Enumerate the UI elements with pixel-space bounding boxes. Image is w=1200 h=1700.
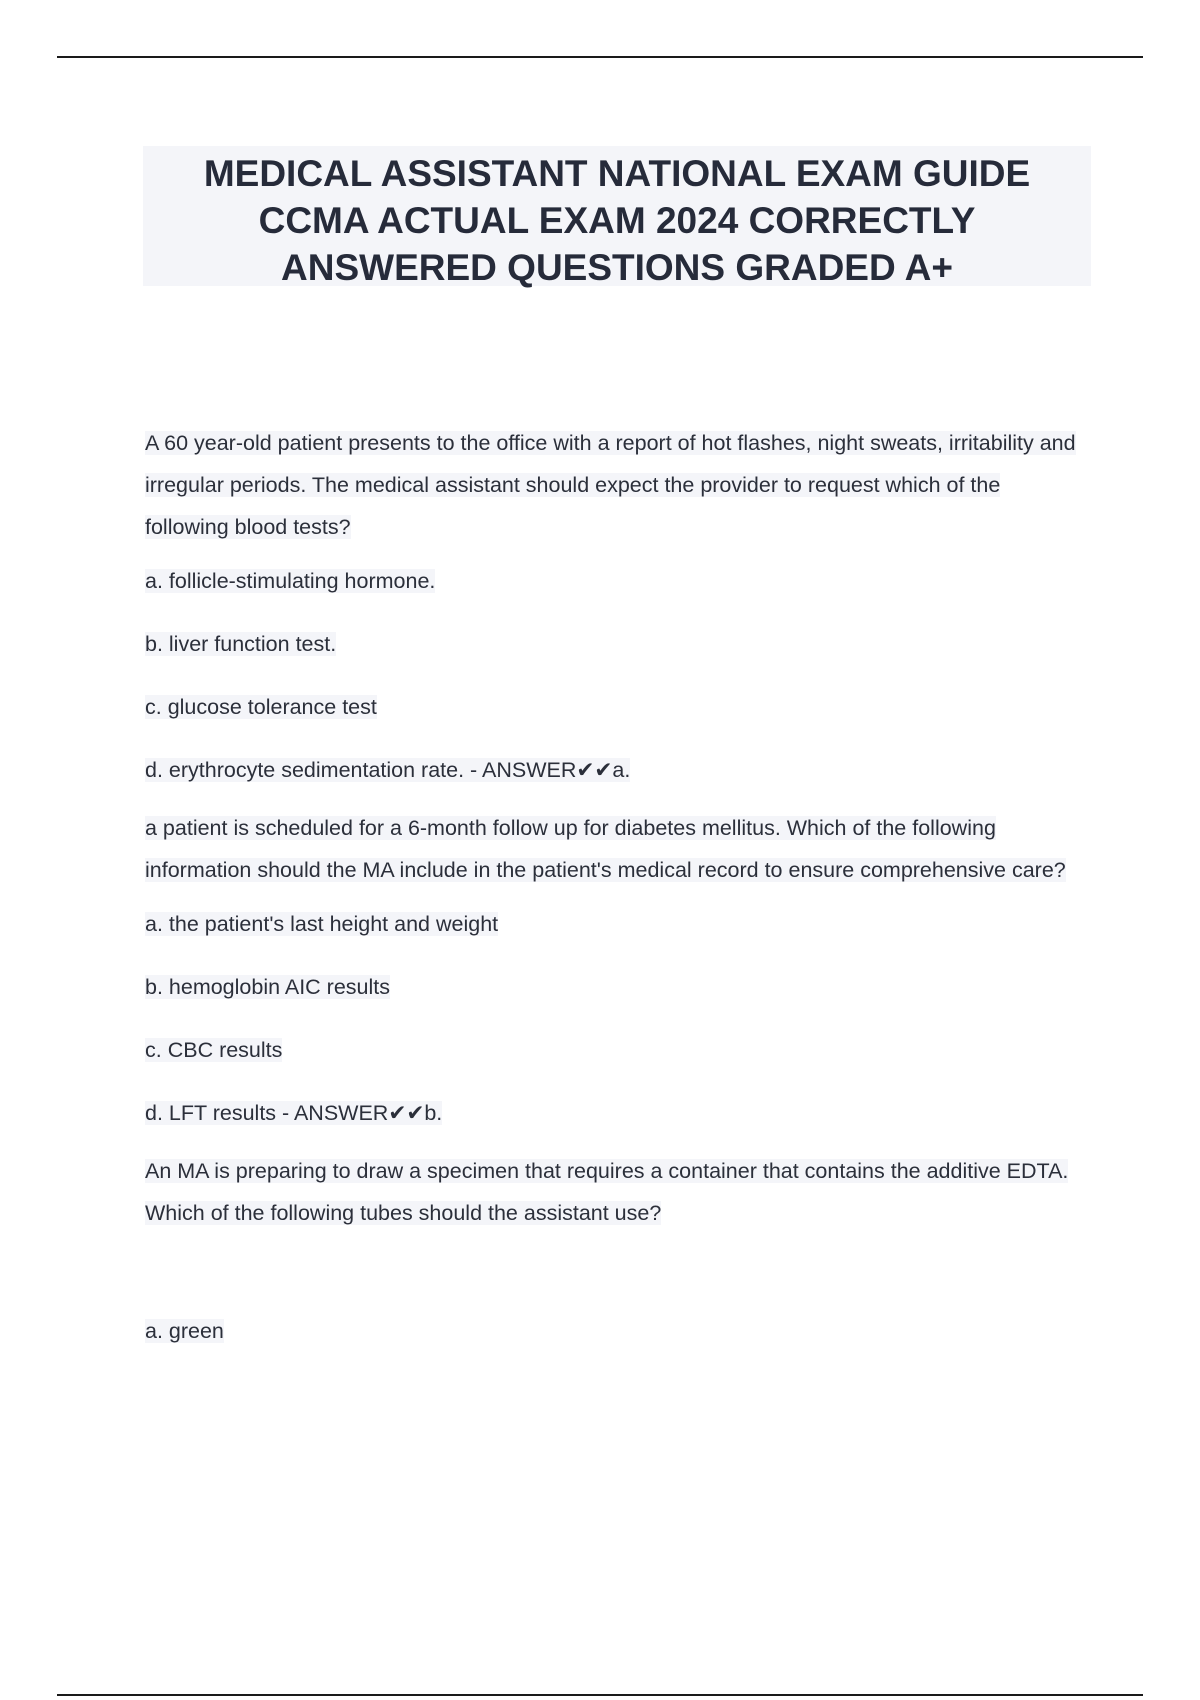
top-rule (57, 56, 1143, 58)
document-title (143, 146, 1091, 286)
question-2-option-b: b. hemoglobin AIC results (145, 975, 390, 999)
question-2-text: a patient is scheduled for a 6-month follow up for diabetes mellitus. Which of the following information should the MA include in the patient's medical record to ensure comprehensive care? (145, 816, 1066, 882)
title-line-3: ANSWERED QUESTIONS GRADED A+ (281, 247, 953, 288)
question-2-option-a: a. the patient's last height and weight (145, 912, 499, 936)
question-3-text: An MA is preparing to draw a specimen that requires a container that contains the additive EDTA. Which of the following tubes should the assistant use? (145, 1159, 1069, 1225)
question-1-option-d-answer: d. erythrocyte sedimentation rate. - ANSWER✔✔a. (145, 758, 631, 782)
bottom-rule (57, 1694, 1143, 1696)
title-line-2: CCMA ACTUAL EXAM 2024 CORRECTLY (258, 200, 976, 241)
question-1-text: A 60 year-old patient presents to the office with a report of hot flashes, night sweats, irritability and irregular periods. The medical assistant should expect the provider to request which of the following blood tests? (145, 431, 1076, 539)
title-line-1: MEDICAL ASSISTANT NATIONAL EXAM GUIDE (203, 153, 1031, 194)
question-2-option-d-answer: d. LFT results - ANSWER✔✔b. (145, 1101, 443, 1125)
question-2-option-c: c. CBC results (145, 1038, 283, 1062)
question-1-option-c: c. glucose tolerance test (145, 695, 377, 719)
question-1-option-a: a. follicle-stimulating hormone. (145, 569, 436, 593)
question-1-option-b: b. liver function test. (145, 632, 337, 656)
question-3-option-a: a. green (145, 1319, 224, 1343)
document-body (145, 422, 1085, 1373)
